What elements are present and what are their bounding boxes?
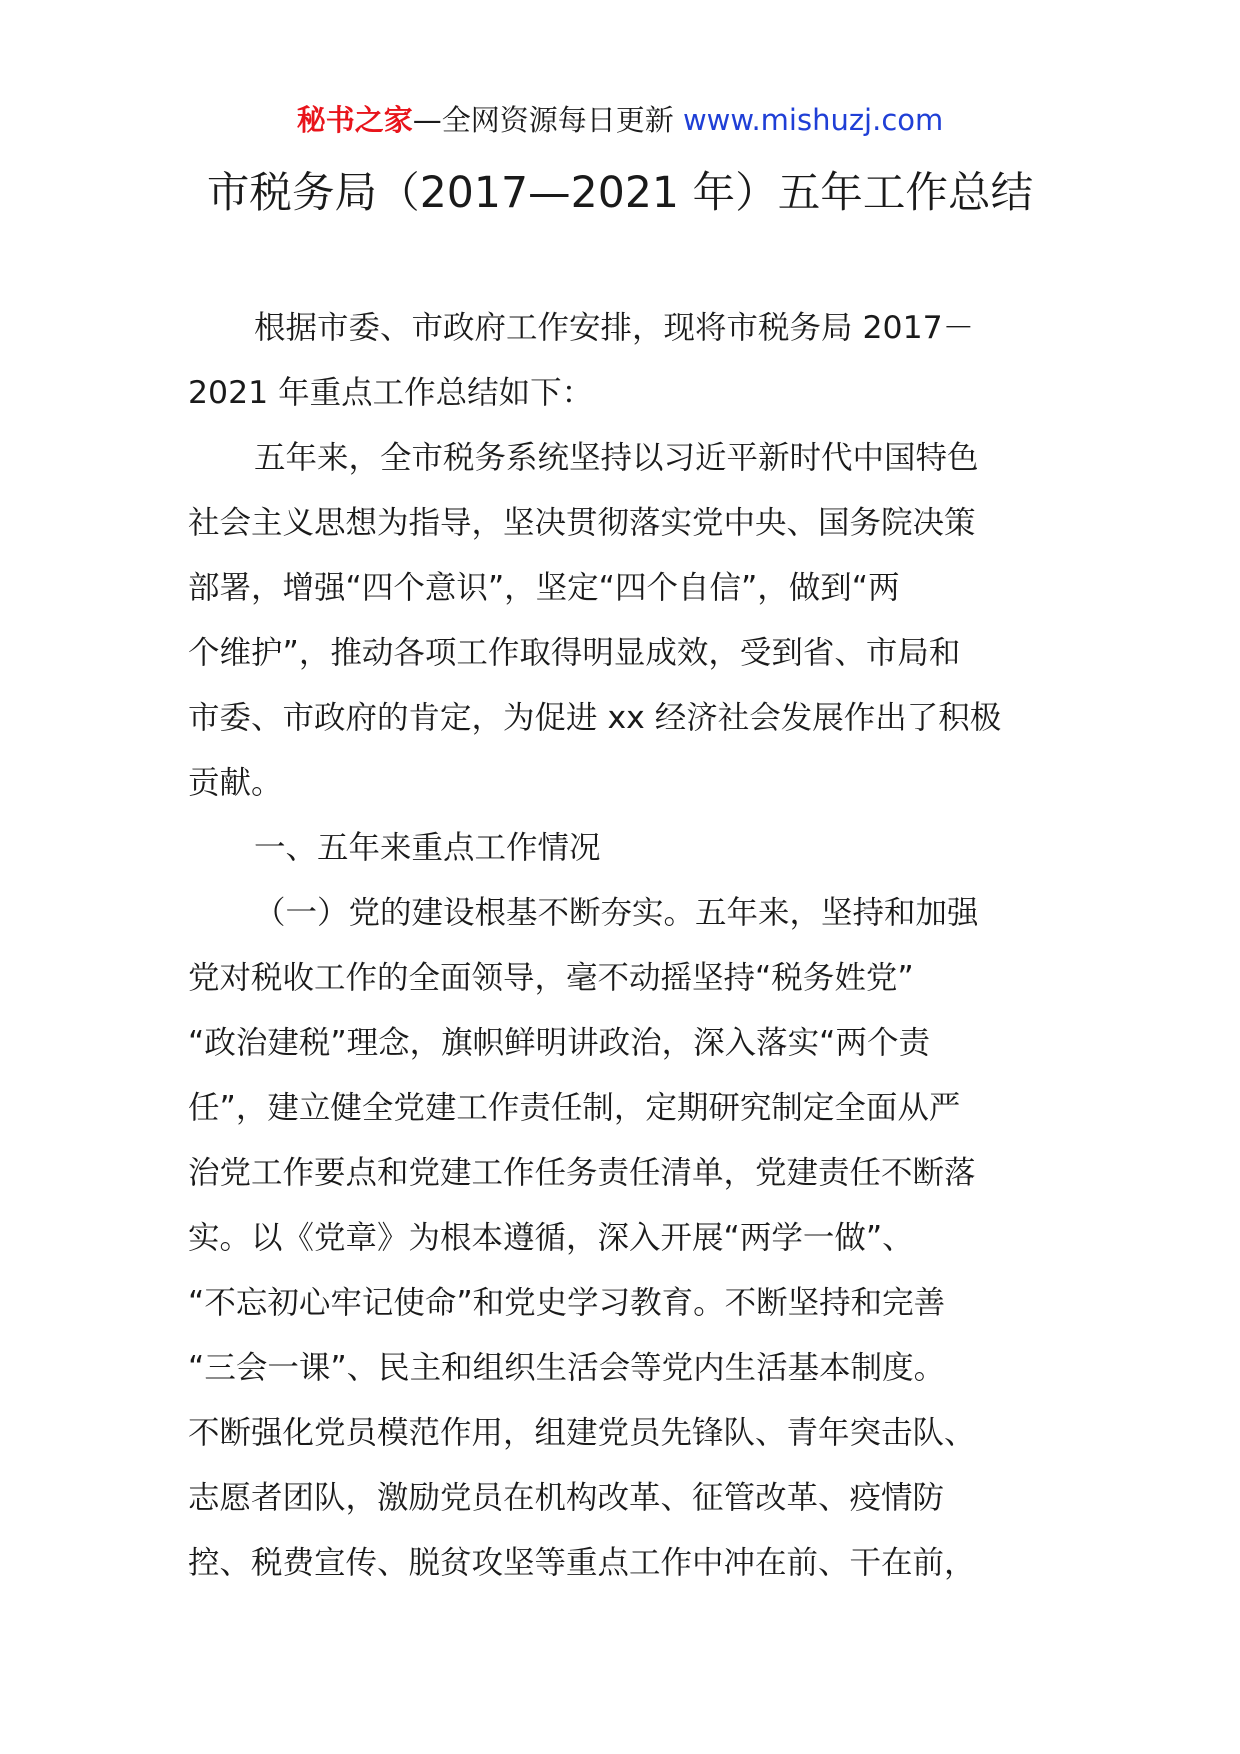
body-line: 实。以《党章》为根本遵循，深入开展“两学一做”、 (188, 1220, 914, 1256)
banner-brand: 秘书之家 (296, 103, 413, 137)
body-line: （一）党的建设根基不断夯实。五年来，坚持和加强 (254, 895, 979, 931)
body-line: 五年来，全市税务系统坚持以习近平新时代中国特色 (254, 440, 979, 476)
body-line: 市委、市政府的肯定，为促进 xx 经济社会发展作出了积极 (188, 700, 1002, 736)
body-line: “政治建税”理念，旗帜鲜明讲政治，深入落实“两个责 (188, 1025, 930, 1061)
banner-tagline: —全网资源每日更新 (412, 103, 683, 137)
body-line: 个维护”，推动各项工作取得明显成效，受到省、市局和 (188, 635, 961, 671)
body-line: 社会主义思想为指导，坚决贯彻落实党中央、国务院决策 (188, 505, 976, 541)
body-line: 部署，增强“四个意识”，坚定“四个自信”，做到“两 (188, 570, 900, 606)
body-line: 党对税收工作的全面领导，毫不动摇坚持“税务姓党” (188, 960, 914, 996)
site-banner (0, 100, 1240, 140)
body-line: 任”，建立健全党建工作责任制，定期研究制定全面从严 (188, 1090, 961, 1126)
body-line: 不断强化党员模范作用，组建党员先锋队、青年突击队、 (188, 1415, 976, 1451)
body-line: 根据市委、市政府工作安排，现将市税务局 2017－ (254, 310, 975, 346)
banner-url-link[interactable]: www.mishuzj.com (682, 103, 944, 137)
body-line: 治党工作要点和党建工作任务责任清单，党建责任不断落 (188, 1155, 976, 1191)
document-body (188, 296, 1050, 1596)
body-line: 贡献。 (188, 765, 283, 801)
body-line: 控、税费宣传、脱贫攻坚等重点工作中冲在前、干在前， (188, 1545, 976, 1581)
body-line: 志愿者团队，激励党员在机构改革、征管改革、疫情防 (188, 1480, 945, 1516)
body-line: “三会一课”、民主和组织生活会等党内生活基本制度。 (188, 1350, 946, 1386)
document-title: 市税务局（2017—2021 年）五年工作总结 (206, 168, 1034, 218)
body-line: 一、五年来重点工作情况 (254, 830, 601, 866)
body-line: “不忘初心牢记使命”和党史学习教育。不断坚持和完善 (188, 1285, 946, 1321)
body-line: 2021 年重点工作总结如下： (188, 375, 594, 411)
